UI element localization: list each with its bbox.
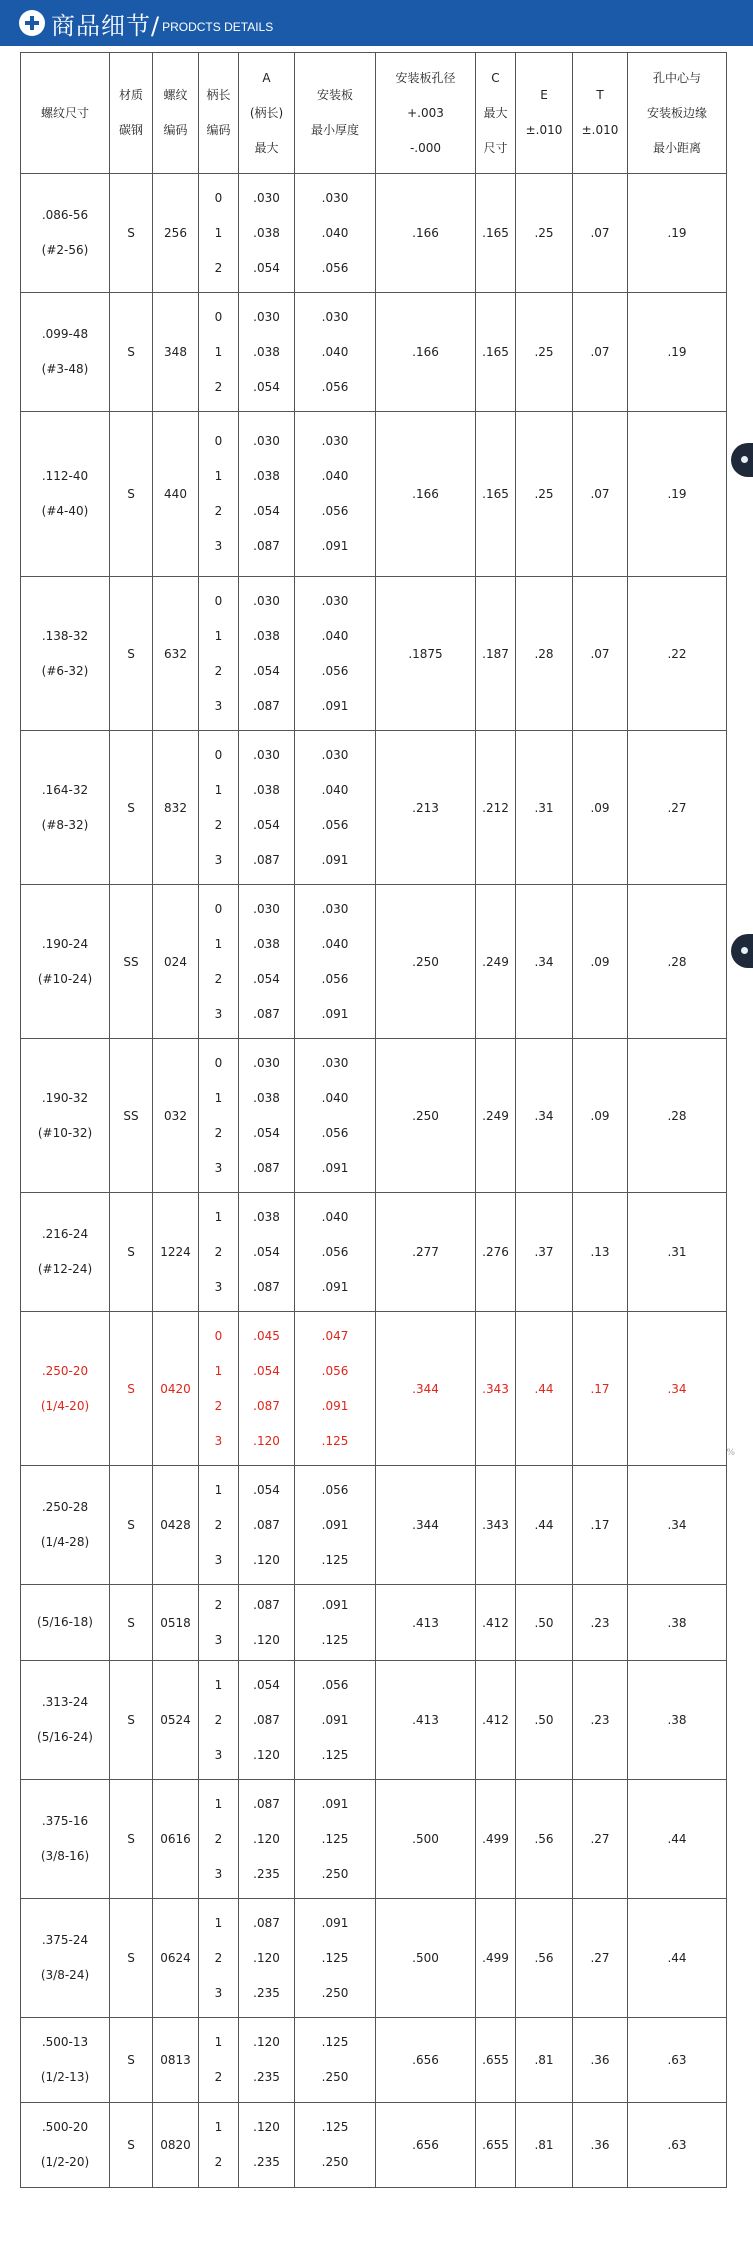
cell-c: .165 bbox=[476, 412, 516, 577]
cell-min-t: .030 .040 .056 .091 bbox=[295, 731, 376, 885]
table-row bbox=[21, 1585, 727, 1661]
cell-dist: .19 bbox=[628, 174, 727, 293]
cell-c: .655 bbox=[476, 2103, 516, 2188]
cell-c: .343 bbox=[476, 1466, 516, 1585]
cell-a: .054 .087 .120 bbox=[239, 1661, 295, 1780]
cell-a: .038 .054 .087 bbox=[239, 1193, 295, 1312]
cell-hole: .413 bbox=[376, 1585, 476, 1661]
cell-len: 2 3 bbox=[199, 1585, 239, 1661]
cell-material: S bbox=[110, 1780, 153, 1899]
cell-e: .37 bbox=[516, 1193, 573, 1312]
cell-material: SS bbox=[110, 1039, 153, 1193]
cell-min-t: .091 .125 .250 bbox=[295, 1899, 376, 2018]
cell-c: .412 bbox=[476, 1661, 516, 1780]
column-header: 安装板孔径 +.003 -.000 bbox=[376, 53, 476, 174]
cell-min-t: .030 .040 .056 .091 bbox=[295, 1039, 376, 1193]
cell-c: .343 bbox=[476, 1312, 516, 1466]
column-header: 材质 碳钢 bbox=[110, 53, 153, 174]
cell-t: .07 bbox=[573, 293, 628, 412]
cell-c: .499 bbox=[476, 1899, 516, 2018]
table-row bbox=[21, 1780, 727, 1899]
column-header: T ±.010 bbox=[573, 53, 628, 174]
cell-t: .23 bbox=[573, 1585, 628, 1661]
column-header: 螺纹 编码 bbox=[153, 53, 199, 174]
cell-e: .31 bbox=[516, 731, 573, 885]
side-float-tab[interactable] bbox=[731, 443, 753, 477]
cell-e: .44 bbox=[516, 1466, 573, 1585]
cell-size: .112-40 (#4-40) bbox=[21, 412, 110, 577]
cell-dist: .28 bbox=[628, 885, 727, 1039]
cell-e: .34 bbox=[516, 885, 573, 1039]
cell-size: .500-20 (1/2-20) bbox=[21, 2103, 110, 2188]
cell-dist: .34 bbox=[628, 1466, 727, 1585]
cell-code: 632 bbox=[153, 577, 199, 731]
side-float-tab[interactable] bbox=[731, 934, 753, 968]
cell-t: .13 bbox=[573, 1193, 628, 1312]
cell-c: .655 bbox=[476, 2018, 516, 2103]
cell-e: .81 bbox=[516, 2103, 573, 2188]
cell-len: 1 2 3 bbox=[199, 1193, 239, 1312]
cell-hole: .213 bbox=[376, 731, 476, 885]
cell-c: .249 bbox=[476, 1039, 516, 1193]
cell-min-t: .030 .040 .056 .091 bbox=[295, 885, 376, 1039]
cell-a: .087 .120 bbox=[239, 1585, 295, 1661]
cell-len: 0 1 2 bbox=[199, 293, 239, 412]
column-header: E ±.010 bbox=[516, 53, 573, 174]
cell-dist: .28 bbox=[628, 1039, 727, 1193]
cell-material: S bbox=[110, 412, 153, 577]
table-row bbox=[21, 731, 727, 885]
cell-a: .030 .038 .054 .087 bbox=[239, 1039, 295, 1193]
cell-e: .56 bbox=[516, 1899, 573, 2018]
corner-mark: % bbox=[726, 1448, 735, 1458]
table-header-row bbox=[21, 53, 727, 174]
cell-code: 348 bbox=[153, 293, 199, 412]
cell-material: S bbox=[110, 293, 153, 412]
cell-code: 0616 bbox=[153, 1780, 199, 1899]
cell-hole: .277 bbox=[376, 1193, 476, 1312]
cell-material: S bbox=[110, 1585, 153, 1661]
table-row bbox=[21, 2103, 727, 2188]
cell-len: 1 2 3 bbox=[199, 1466, 239, 1585]
cell-len: 0 1 2 3 bbox=[199, 1312, 239, 1466]
cell-c: .499 bbox=[476, 1780, 516, 1899]
cell-code: 0624 bbox=[153, 1899, 199, 2018]
cell-size: .164-32 (#8-32) bbox=[21, 731, 110, 885]
cell-material: S bbox=[110, 2103, 153, 2188]
table-row bbox=[21, 412, 727, 577]
cell-e: .28 bbox=[516, 577, 573, 731]
column-header: 孔中心与 安装板边缘 最小距离 bbox=[628, 53, 727, 174]
column-header: C 最大 尺寸 bbox=[476, 53, 516, 174]
spec-table-container bbox=[20, 52, 726, 2188]
spec-table bbox=[20, 52, 727, 2188]
cell-min-t: .030 .040 .056 bbox=[295, 293, 376, 412]
cell-hole: .656 bbox=[376, 2103, 476, 2188]
cell-min-t: .056 .091 .125 bbox=[295, 1466, 376, 1585]
cell-size: .190-24 (#10-24) bbox=[21, 885, 110, 1039]
cell-a: .054 .087 .120 bbox=[239, 1466, 295, 1585]
cell-c: .187 bbox=[476, 577, 516, 731]
cell-material: S bbox=[110, 577, 153, 731]
cell-size: .086-56 (#2-56) bbox=[21, 174, 110, 293]
column-header: 柄长 编码 bbox=[199, 53, 239, 174]
cell-material: S bbox=[110, 2018, 153, 2103]
cell-c: .249 bbox=[476, 885, 516, 1039]
cell-t: .36 bbox=[573, 2018, 628, 2103]
cell-dist: .63 bbox=[628, 2103, 727, 2188]
cell-c: .165 bbox=[476, 174, 516, 293]
cell-material: S bbox=[110, 1899, 153, 2018]
cell-size: .250-20 (1/4-20) bbox=[21, 1312, 110, 1466]
cell-code: 1224 bbox=[153, 1193, 199, 1312]
cell-min-t: .040 .056 .091 bbox=[295, 1193, 376, 1312]
cell-a: .030 .038 .054 .087 bbox=[239, 885, 295, 1039]
table-row bbox=[21, 1193, 727, 1312]
cell-dist: .31 bbox=[628, 1193, 727, 1312]
cell-t: .09 bbox=[573, 1039, 628, 1193]
cell-dist: .27 bbox=[628, 731, 727, 885]
cell-dist: .34 bbox=[628, 1312, 727, 1466]
cell-e: .81 bbox=[516, 2018, 573, 2103]
cell-t: .07 bbox=[573, 412, 628, 577]
cell-dist: .38 bbox=[628, 1585, 727, 1661]
cell-e: .25 bbox=[516, 174, 573, 293]
cell-size: .375-24 (3/8-24) bbox=[21, 1899, 110, 2018]
cell-a: .030 .038 .054 bbox=[239, 293, 295, 412]
cell-len: 1 2 3 bbox=[199, 1899, 239, 2018]
cell-a: .045 .054 .087 .120 bbox=[239, 1312, 295, 1466]
cell-len: 1 2 bbox=[199, 2103, 239, 2188]
cell-dist: .19 bbox=[628, 412, 727, 577]
cell-material: S bbox=[110, 174, 153, 293]
cell-t: .17 bbox=[573, 1466, 628, 1585]
cell-len: 0 1 2 3 bbox=[199, 412, 239, 577]
section-subtitle: PRODCTS DETAILS bbox=[162, 20, 274, 34]
cell-dist: .38 bbox=[628, 1661, 727, 1780]
table-row bbox=[21, 885, 727, 1039]
cell-a: .087 .120 .235 bbox=[239, 1780, 295, 1899]
cell-t: .27 bbox=[573, 1780, 628, 1899]
cell-e: .50 bbox=[516, 1661, 573, 1780]
cell-size: .313-24 (5/16-24) bbox=[21, 1661, 110, 1780]
cell-hole: .500 bbox=[376, 1899, 476, 2018]
column-header: 螺纹尺寸 bbox=[21, 53, 110, 174]
cell-size: .190-32 (#10-32) bbox=[21, 1039, 110, 1193]
cell-len: 1 2 3 bbox=[199, 1780, 239, 1899]
cell-code: 0813 bbox=[153, 2018, 199, 2103]
cell-c: .276 bbox=[476, 1193, 516, 1312]
cell-t: .09 bbox=[573, 885, 628, 1039]
table-row bbox=[21, 1039, 727, 1193]
cell-code: 0428 bbox=[153, 1466, 199, 1585]
cell-len: 0 1 2 3 bbox=[199, 1039, 239, 1193]
cell-code: 032 bbox=[153, 1039, 199, 1193]
cell-min-t: .125 .250 bbox=[295, 2018, 376, 2103]
section-header bbox=[0, 0, 753, 46]
cell-a: .030 .038 .054 .087 bbox=[239, 731, 295, 885]
cell-code: 832 bbox=[153, 731, 199, 885]
cell-size: .250-28 (1/4-28) bbox=[21, 1466, 110, 1585]
cell-dist: .22 bbox=[628, 577, 727, 731]
cell-code: 0524 bbox=[153, 1661, 199, 1780]
cell-dist: .63 bbox=[628, 2018, 727, 2103]
table-row bbox=[21, 1466, 727, 1585]
cell-c: .412 bbox=[476, 1585, 516, 1661]
cell-a: .120 .235 bbox=[239, 2018, 295, 2103]
cell-e: .34 bbox=[516, 1039, 573, 1193]
cell-a: .087 .120 .235 bbox=[239, 1899, 295, 2018]
table-row bbox=[21, 1899, 727, 2018]
cell-t: .23 bbox=[573, 1661, 628, 1780]
cell-len: 0 1 2 3 bbox=[199, 577, 239, 731]
cell-len: 0 1 2 3 bbox=[199, 731, 239, 885]
cell-a: .030 .038 .054 .087 bbox=[239, 577, 295, 731]
cell-hole: .250 bbox=[376, 885, 476, 1039]
cell-size: (5/16-18) bbox=[21, 1585, 110, 1661]
cell-min-t: .030 .040 .056 bbox=[295, 174, 376, 293]
cell-code: 024 bbox=[153, 885, 199, 1039]
cell-dist: .19 bbox=[628, 293, 727, 412]
table-row bbox=[21, 174, 727, 293]
cell-t: .09 bbox=[573, 731, 628, 885]
cell-min-t: .056 .091 .125 bbox=[295, 1661, 376, 1780]
cell-hole: .166 bbox=[376, 293, 476, 412]
cell-size: .138-32 (#6-32) bbox=[21, 577, 110, 731]
table-row bbox=[21, 293, 727, 412]
table-row bbox=[21, 1661, 727, 1780]
cell-hole: .344 bbox=[376, 1312, 476, 1466]
cell-min-t: .030 .040 .056 .091 bbox=[295, 412, 376, 577]
cell-a: .030 .038 .054 bbox=[239, 174, 295, 293]
cell-hole: .500 bbox=[376, 1780, 476, 1899]
column-header: 安装板 最小厚度 bbox=[295, 53, 376, 174]
section-title: 商品细节/ bbox=[51, 11, 161, 40]
cell-t: .17 bbox=[573, 1312, 628, 1466]
cell-c: .165 bbox=[476, 293, 516, 412]
cell-code: 256 bbox=[153, 174, 199, 293]
cell-t: .07 bbox=[573, 174, 628, 293]
cell-size: .099-48 (#3-48) bbox=[21, 293, 110, 412]
cell-material: S bbox=[110, 1193, 153, 1312]
table-row bbox=[21, 577, 727, 731]
cell-c: .212 bbox=[476, 731, 516, 885]
cell-e: .25 bbox=[516, 293, 573, 412]
cell-hole: .166 bbox=[376, 174, 476, 293]
cell-a: .120 .235 bbox=[239, 2103, 295, 2188]
cell-code: 0518 bbox=[153, 1585, 199, 1661]
cell-min-t: .091 .125 .250 bbox=[295, 1780, 376, 1899]
plus-circle-icon bbox=[19, 10, 45, 36]
cell-len: 0 1 2 bbox=[199, 174, 239, 293]
cell-len: 0 1 2 3 bbox=[199, 885, 239, 1039]
cell-code: 0820 bbox=[153, 2103, 199, 2188]
cell-material: S bbox=[110, 731, 153, 885]
cell-size: .500-13 (1/2-13) bbox=[21, 2018, 110, 2103]
cell-material: S bbox=[110, 1312, 153, 1466]
cell-len: 1 2 3 bbox=[199, 1661, 239, 1780]
cell-hole: .413 bbox=[376, 1661, 476, 1780]
cell-e: .44 bbox=[516, 1312, 573, 1466]
cell-material: SS bbox=[110, 885, 153, 1039]
cell-material: S bbox=[110, 1661, 153, 1780]
cell-t: .36 bbox=[573, 2103, 628, 2188]
cell-t: .07 bbox=[573, 577, 628, 731]
cell-hole: .250 bbox=[376, 1039, 476, 1193]
cell-material: S bbox=[110, 1466, 153, 1585]
cell-e: .56 bbox=[516, 1780, 573, 1899]
cell-code: 0420 bbox=[153, 1312, 199, 1466]
cell-min-t: .047 .056 .091 .125 bbox=[295, 1312, 376, 1466]
cell-dist: .44 bbox=[628, 1780, 727, 1899]
cell-hole: .166 bbox=[376, 412, 476, 577]
cell-t: .27 bbox=[573, 1899, 628, 2018]
cell-e: .50 bbox=[516, 1585, 573, 1661]
cell-e: .25 bbox=[516, 412, 573, 577]
cell-a: .030 .038 .054 .087 bbox=[239, 412, 295, 577]
cell-hole: .344 bbox=[376, 1466, 476, 1585]
table-row bbox=[21, 2018, 727, 2103]
cell-min-t: .091 .125 bbox=[295, 1585, 376, 1661]
cell-min-t: .125 .250 bbox=[295, 2103, 376, 2188]
cell-len: 1 2 bbox=[199, 2018, 239, 2103]
table-row bbox=[21, 1312, 727, 1466]
column-header: A (柄长) 最大 bbox=[239, 53, 295, 174]
cell-hole: .1875 bbox=[376, 577, 476, 731]
cell-dist: .44 bbox=[628, 1899, 727, 2018]
cell-min-t: .030 .040 .056 .091 bbox=[295, 577, 376, 731]
cell-size: .375-16 (3/8-16) bbox=[21, 1780, 110, 1899]
cell-size: .216-24 (#12-24) bbox=[21, 1193, 110, 1312]
cell-code: 440 bbox=[153, 412, 199, 577]
cell-hole: .656 bbox=[376, 2018, 476, 2103]
